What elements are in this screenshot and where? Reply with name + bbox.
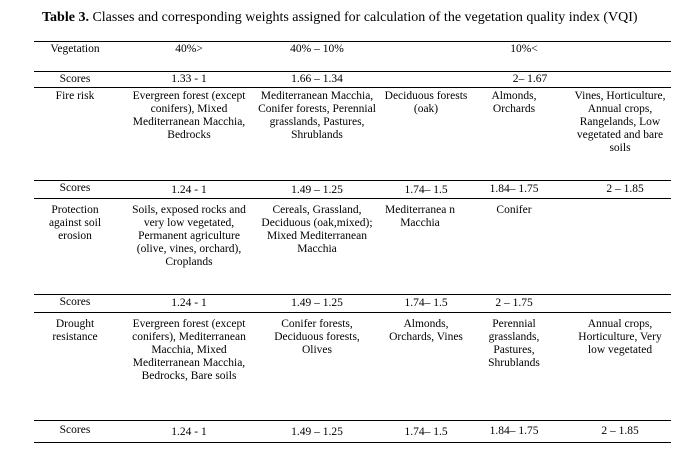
fire-risk-class-3: Deciduous forests (oak) <box>384 90 468 115</box>
row-rule <box>34 71 671 72</box>
score-cell: 1.84– 1.75 <box>489 425 539 437</box>
vegetation-class-1: 40%> <box>175 43 203 55</box>
row-label-scores: Scores <box>59 182 91 194</box>
table-top-rule <box>34 41 671 42</box>
erosion-class-3: Mediterranea n Macchia <box>385 204 455 229</box>
row-label-vegetation: Vegetation <box>50 43 100 55</box>
row-label-drought-resistance: Drought resistance <box>52 318 98 343</box>
drought-class-5: Annual crops, Horticulture, Very low vegetated <box>578 318 662 356</box>
table-number: Table 3. <box>42 10 89 25</box>
score-cell: 1.74– 1.5 <box>404 297 448 309</box>
vegetation-class-3: 10%< <box>510 43 538 55</box>
score-cell: 1.74– 1.5 <box>404 184 448 196</box>
vegetation-class-2: 40% – 10% <box>290 43 344 55</box>
row-label-scores: Scores <box>59 296 91 308</box>
score-cell: 1.24 - 1 <box>171 184 207 196</box>
fire-risk-class-1: Evergreen forest (except conifers), Mixed Mediterranean Macchia, Bedrocks <box>132 90 246 141</box>
score-cell: 1.49 – 1.25 <box>291 297 343 309</box>
score-cell: 2 – 1.85 <box>601 425 639 437</box>
row-rule <box>34 198 671 199</box>
fire-risk-class-2: Mediterranean Macchia, Conifer forests, Perennial grasslands, Pastures, Shrublands <box>258 90 376 141</box>
row-rule <box>34 312 671 313</box>
fire-risk-class-5: Vines, Horticulture, Annual crops, Rangelands, Low vegetated and bare soils <box>574 90 666 154</box>
row-label-scores: Scores <box>59 424 91 436</box>
score-cell: 1.74– 1.5 <box>404 426 448 438</box>
row-label-soil-erosion: Protection against soil erosion <box>48 204 102 242</box>
erosion-class-2: Cereals, Grassland, Deciduous (oak,mixed); Mixed Mediterranean Macchia <box>261 204 373 255</box>
score-cell: 2– 1.67 <box>512 73 548 85</box>
drought-class-4: Perennial grasslands, Pastures, Shrublands <box>488 318 540 369</box>
score-cell: 2 – 1.75 <box>495 297 533 309</box>
score-cell: 1.49 – 1.25 <box>291 426 343 438</box>
caption-text: Classes and corresponding weights assigned for calculation of the vegetation quality index (VQI) <box>88 10 638 25</box>
drought-class-2: Conifer forests, Deciduous forests, Olives <box>274 318 360 356</box>
row-rule <box>34 87 671 88</box>
score-cell: 1.33 - 1 <box>171 73 207 85</box>
row-rule <box>34 420 671 421</box>
erosion-class-4: Conifer <box>496 204 532 216</box>
fire-risk-class-4: Almonds, Orchards <box>491 90 537 115</box>
drought-class-3: Almonds, Orchards, Vines <box>389 318 463 343</box>
table-bottom-rule <box>34 442 671 443</box>
row-label-scores: Scores <box>59 73 91 85</box>
row-rule <box>34 294 671 295</box>
score-cell: 1.24 - 1 <box>171 426 207 438</box>
score-cell: 1.49 – 1.25 <box>291 184 343 196</box>
row-label-fire-risk: Fire risk <box>55 90 95 102</box>
score-cell: 2 – 1.85 <box>606 183 644 195</box>
row-rule <box>34 180 671 181</box>
table-caption <box>42 10 672 26</box>
drought-class-1: Evergreen forest (except conifers), Mediterranean Macchia, Mixed Mediterranean Macchia, Bedrocks, Bare soils <box>132 318 246 382</box>
score-cell: 1.66 – 1.34 <box>291 73 343 85</box>
erosion-class-1: Soils, exposed rocks and very low vegetated, Permanent agriculture (olive, vines, orchard), Croplands <box>132 204 246 268</box>
score-cell: 1.84– 1.75 <box>489 183 539 195</box>
score-cell: 1.24 - 1 <box>171 297 207 309</box>
